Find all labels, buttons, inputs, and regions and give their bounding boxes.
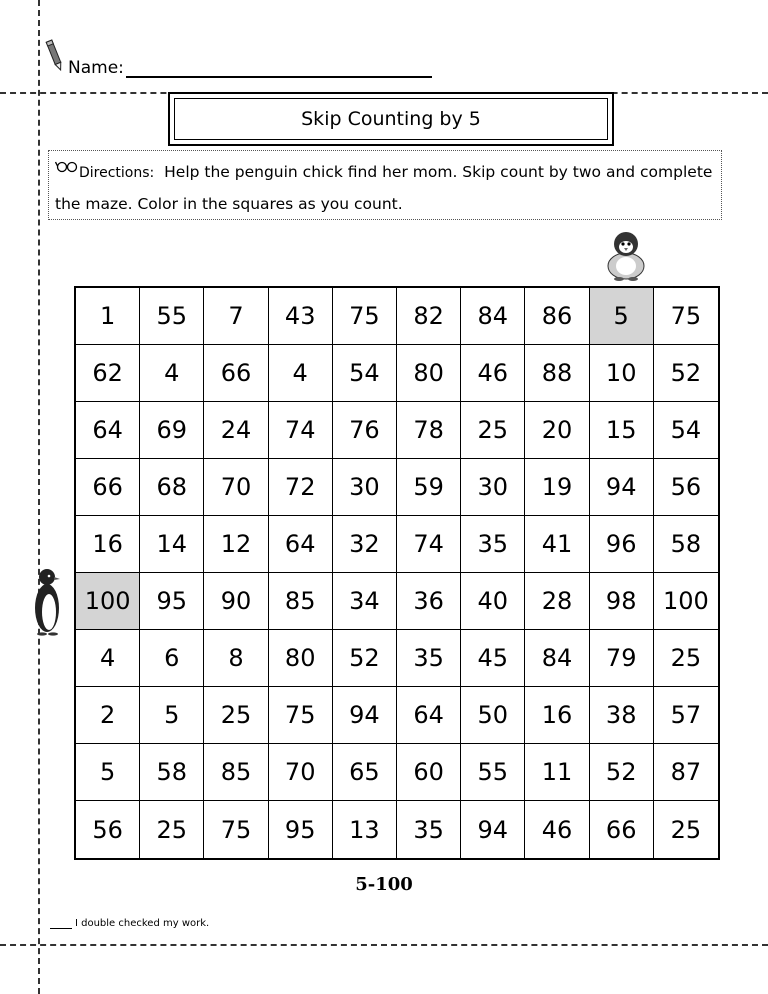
self-check (50, 918, 209, 929)
maze-cell[interactable]: 8 (204, 630, 268, 687)
maze-cell[interactable]: 96 (590, 516, 654, 573)
title-box (168, 92, 614, 146)
maze-cell[interactable]: 74 (397, 516, 461, 573)
maze-cell[interactable]: 75 (654, 288, 718, 345)
maze-cell[interactable]: 35 (461, 516, 525, 573)
maze-cell[interactable]: 79 (590, 630, 654, 687)
maze-cell[interactable]: 100 (654, 573, 718, 630)
maze-cell[interactable]: 88 (525, 345, 589, 402)
maze-cell[interactable]: 68 (140, 459, 204, 516)
maze-cell[interactable]: 16 (525, 687, 589, 744)
number-range: 5-100 (355, 874, 413, 895)
maze-cell[interactable]: 56 (76, 801, 140, 858)
number-maze-grid (74, 286, 720, 860)
maze-cell[interactable]: 55 (461, 744, 525, 801)
maze-cell[interactable]: 14 (140, 516, 204, 573)
maze-cell[interactable]: 30 (333, 459, 397, 516)
maze-cell[interactable]: 7 (204, 288, 268, 345)
maze-cell[interactable]: 13 (333, 801, 397, 858)
maze-cell[interactable]: 94 (333, 687, 397, 744)
maze-cell[interactable]: 55 (140, 288, 204, 345)
horizontal-cut-guide-bottom (0, 944, 768, 946)
maze-cell[interactable]: 75 (269, 687, 333, 744)
maze-cell[interactable]: 76 (333, 402, 397, 459)
maze-cell[interactable]: 65 (333, 744, 397, 801)
maze-cell[interactable]: 100 (76, 573, 140, 630)
maze-cell[interactable]: 46 (461, 345, 525, 402)
maze-cell[interactable]: 84 (525, 630, 589, 687)
maze-cell[interactable]: 45 (461, 630, 525, 687)
maze-cell[interactable]: 20 (525, 402, 589, 459)
pencil-icon (44, 38, 66, 74)
maze-cell[interactable]: 54 (654, 402, 718, 459)
maze-cell[interactable]: 35 (397, 630, 461, 687)
maze-cell[interactable]: 54 (333, 345, 397, 402)
maze-cell[interactable]: 70 (204, 459, 268, 516)
maze-cell[interactable]: 5 (76, 744, 140, 801)
maze-cell[interactable]: 57 (654, 687, 718, 744)
name-field[interactable] (68, 58, 432, 78)
name-line[interactable] (126, 58, 432, 78)
maze-cell[interactable]: 24 (204, 402, 268, 459)
maze-cell[interactable]: 80 (397, 345, 461, 402)
maze-cell[interactable]: 84 (461, 288, 525, 345)
vertical-cut-guide (38, 0, 40, 994)
maze-cell[interactable]: 36 (397, 573, 461, 630)
maze-cell[interactable]: 59 (397, 459, 461, 516)
penguin-mom-icon (30, 568, 64, 636)
maze-cell[interactable]: 95 (140, 573, 204, 630)
check-text: I double checked my work. (75, 918, 210, 929)
maze-cell[interactable]: 35 (397, 801, 461, 858)
maze-cell[interactable]: 4 (140, 345, 204, 402)
maze-cell[interactable]: 69 (140, 402, 204, 459)
directions-box (48, 150, 722, 220)
maze-cell[interactable]: 52 (654, 345, 718, 402)
maze-cell[interactable]: 74 (269, 402, 333, 459)
maze-cell[interactable]: 80 (269, 630, 333, 687)
name-label: Name: (68, 58, 124, 78)
maze-cell[interactable]: 70 (269, 744, 333, 801)
maze-cell[interactable]: 85 (269, 573, 333, 630)
maze-cell[interactable]: 40 (461, 573, 525, 630)
penguin-chick-icon (600, 226, 652, 282)
maze-cell[interactable]: 43 (269, 288, 333, 345)
worksheet-title: Skip Counting by 5 (174, 98, 608, 140)
maze-cell[interactable]: 58 (654, 516, 718, 573)
maze-cell[interactable]: 52 (590, 744, 654, 801)
maze-cell[interactable]: 64 (269, 516, 333, 573)
maze-cell[interactable]: 66 (76, 459, 140, 516)
directions-text: Help the penguin chick find her mom. Skip count by two and complete the maze. Color in the squares as you count. (55, 163, 713, 213)
maze-cell[interactable]: 6 (140, 630, 204, 687)
maze-cell[interactable]: 10 (590, 345, 654, 402)
glasses-icon (55, 159, 79, 173)
maze-cell[interactable]: 52 (333, 630, 397, 687)
maze-cell[interactable]: 5 (140, 687, 204, 744)
maze-cell[interactable]: 25 (670, 815, 702, 844)
maze-cell[interactable]: 75 (333, 288, 397, 345)
maze-cell[interactable]: 94 (590, 459, 654, 516)
maze-cell[interactable]: 25 (140, 801, 204, 858)
maze-cell[interactable]: 5 (590, 288, 654, 345)
maze-cell[interactable]: 62 (76, 345, 140, 402)
maze-cell[interactable]: 32 (333, 516, 397, 573)
maze-cell[interactable]: 2 (76, 687, 140, 744)
maze-cell[interactable]: 46 (525, 801, 589, 858)
maze-cell[interactable]: 75 (204, 801, 268, 858)
maze-cell[interactable]: 78 (397, 402, 461, 459)
maze-cell[interactable]: 25 (461, 402, 525, 459)
maze-cell[interactable]: 34 (333, 573, 397, 630)
maze-cell[interactable]: 30 (461, 459, 525, 516)
maze-cell[interactable]: 94 (461, 801, 525, 858)
maze-cell[interactable]: 16 (76, 516, 140, 573)
maze-cell[interactable]: 82 (397, 288, 461, 345)
maze-cell[interactable]: 60 (397, 744, 461, 801)
maze-cell[interactable]: 1 (76, 288, 140, 345)
maze-cell[interactable]: 38 (590, 687, 654, 744)
maze-cell[interactable]: 64 (76, 402, 140, 459)
maze-cell[interactable]: 25 (204, 687, 268, 744)
maze-cell[interactable]: 19 (525, 459, 589, 516)
maze-cell[interactable]: 85 (204, 744, 268, 801)
maze-cell[interactable]: 66 (204, 345, 268, 402)
maze-cell[interactable]: 95 (269, 801, 333, 858)
directions-label: Directions: (79, 165, 155, 181)
maze-cell[interactable]: 25 (654, 630, 718, 687)
maze-cell[interactable]: 56 (654, 459, 718, 516)
maze-cell[interactable]: 15 (590, 402, 654, 459)
maze-cell[interactable]: 41 (525, 516, 589, 573)
maze-cell[interactable]: 66 (590, 801, 654, 858)
maze-cell[interactable]: 86 (525, 288, 589, 345)
maze-cell[interactable]: 11 (525, 744, 589, 801)
check-blank[interactable] (50, 918, 72, 929)
maze-cell[interactable]: 58 (140, 744, 204, 801)
maze-cell[interactable]: 28 (525, 573, 589, 630)
maze-cell[interactable]: 64 (397, 687, 461, 744)
maze-cell[interactable]: 87 (654, 744, 718, 801)
maze-cell[interactable]: 4 (76, 630, 140, 687)
maze-cell[interactable]: 12 (204, 516, 268, 573)
maze-cell[interactable]: 90 (204, 573, 268, 630)
maze-cell[interactable]: 50 (461, 687, 525, 744)
maze-cell[interactable]: 98 (590, 573, 654, 630)
maze-cell[interactable]: 4 (269, 345, 333, 402)
maze-cell[interactable]: 72 (269, 459, 333, 516)
